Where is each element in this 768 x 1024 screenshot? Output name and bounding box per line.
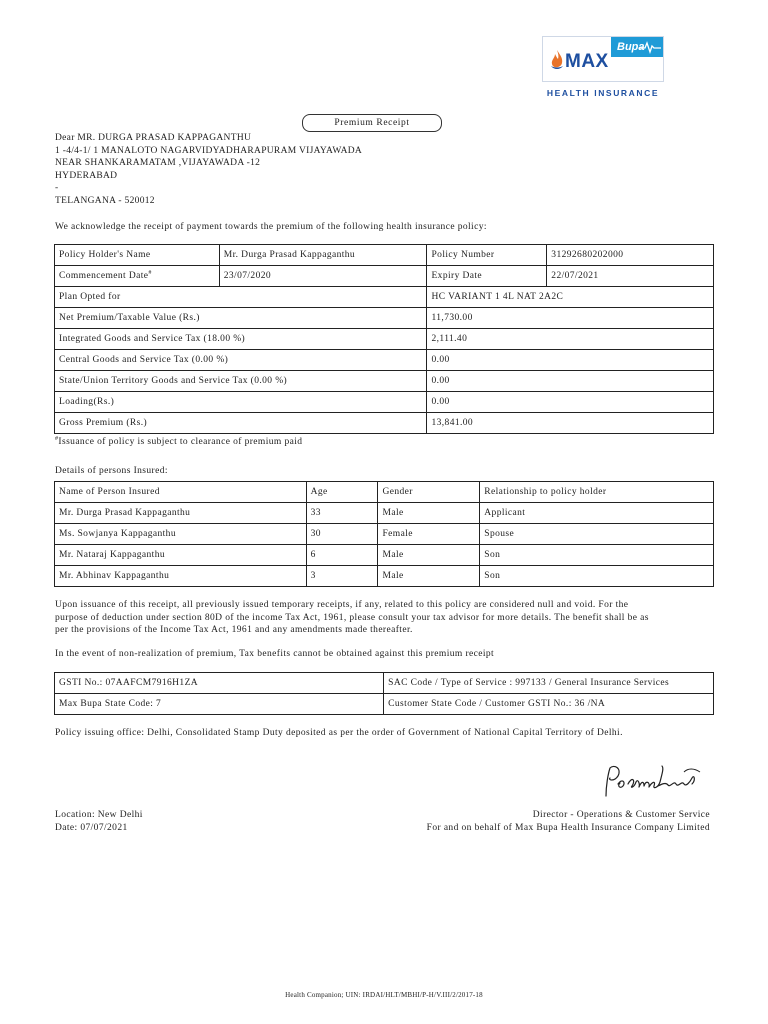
table-row — [55, 673, 714, 694]
address-line: - — [55, 183, 59, 194]
gst-table — [54, 672, 714, 715]
column-header: Age — [306, 482, 378, 503]
table-row — [55, 694, 714, 715]
receipt-title: Premium Receipt — [302, 114, 442, 132]
table-row — [55, 308, 714, 329]
logo-bupa-text: Bupa — [617, 41, 645, 53]
person-age: 30 — [306, 524, 378, 545]
table-row — [55, 503, 714, 524]
address-line: TELANGANA - 520012 — [55, 195, 155, 206]
person-name: Mr. Nataraj Kappaganthu — [55, 545, 307, 566]
row-label: State/Union Territory Goods and Service Tax (0.00 %) — [55, 371, 427, 392]
recipient-address — [55, 132, 362, 208]
non-realization-text: In the event of non-realization of premium, Tax benefits cannot be obtained against this premium receipt — [55, 649, 495, 659]
row-value: 11,730.00 — [427, 308, 714, 329]
table-header-row — [55, 482, 714, 503]
person-name: Ms. Sowjanya Kappaganthu — [55, 524, 307, 545]
persons-heading: Details of persons Insured: — [55, 466, 168, 476]
row-label: Gross Premium (Rs.) — [55, 413, 427, 434]
table-row — [55, 371, 714, 392]
row-label: Plan Opted for — [55, 287, 427, 308]
person-relationship: Son — [480, 545, 714, 566]
logo-box — [542, 36, 664, 82]
notice-line: purpose of deduction under section 80D of the income Tax Act, 1961, please consult your tax advisor for more details. The benefit shall be as — [55, 612, 649, 623]
heartbeat-icon — [639, 40, 661, 54]
notice-line: Upon issuance of this receipt, all previously issued temporary receipts, if any, related to this policy are considered null and void. For the — [55, 600, 629, 610]
policy-table — [54, 244, 714, 434]
person-name: Mr. Abhinav Kappaganthu — [55, 566, 307, 587]
table-row — [55, 245, 714, 266]
logo-bupa-badge — [611, 37, 663, 57]
person-relationship: Applicant — [480, 503, 714, 524]
person-gender: Female — [378, 524, 480, 545]
table-row — [55, 566, 714, 587]
location-text: Location: New Delhi — [55, 810, 143, 820]
person-age: 3 — [306, 566, 378, 587]
company-logo — [542, 36, 664, 102]
on-behalf-text: For and on behalf of Max Bupa Health Insurance Company Limited — [426, 823, 710, 833]
policy-number-value: 31292680202000 — [547, 245, 714, 266]
address-line: 1 -4/4-1/ 1 MANALOTO NAGARVIDYADHARAPURAM VIJAYAWADA — [55, 145, 363, 156]
expiry-date-value: 22/07/2021 — [547, 266, 714, 287]
commencement-date-label: Commencement Date# — [55, 266, 220, 287]
row-label: Integrated Goods and Service Tax (18.00 %) — [55, 329, 427, 350]
policy-holder-value: Mr. Durga Prasad Kappaganthu — [219, 245, 427, 266]
person-gender: Male — [378, 566, 480, 587]
table-row — [55, 524, 714, 545]
acknowledge-text: We acknowledge the receipt of payment towards the premium of the following health insurance policy: — [55, 222, 487, 232]
row-label: Central Goods and Service Tax (0.00 %) — [55, 350, 427, 371]
table-row — [55, 266, 714, 287]
person-age: 6 — [306, 545, 378, 566]
row-label: Net Premium/Taxable Value (Rs.) — [55, 308, 427, 329]
issuing-office-text: Policy issuing office: Delhi, Consolidated Stamp Duty deposited as per the order of Government of National Capital Territory of Delhi. — [55, 728, 623, 738]
uin-footer: Health Companion; UIN: IRDAI/HLT/MBHI/P-H/V.III/2/2017-18 — [285, 991, 483, 999]
notice-paragraph — [55, 599, 649, 637]
logo-max-text: MAX — [565, 51, 609, 72]
person-relationship: Spouse — [480, 524, 714, 545]
person-gender: Male — [378, 503, 480, 524]
date-text: Date: 07/07/2021 — [55, 823, 128, 833]
row-label: Loading(Rs.) — [55, 392, 427, 413]
person-age: 33 — [306, 503, 378, 524]
policy-number-label: Policy Number — [427, 245, 547, 266]
row-value: 0.00 — [427, 392, 714, 413]
persons-table — [54, 481, 714, 587]
person-name: Mr. Durga Prasad Kappaganthu — [55, 503, 307, 524]
row-value: 0.00 — [427, 350, 714, 371]
address-line: NEAR SHANKARAMATAM ,VIJAYAWADA -12 — [55, 158, 261, 169]
table-row — [55, 329, 714, 350]
customer-state-code: Customer State Code / Customer GSTI No.: 36 /NA — [384, 694, 714, 715]
row-value: 13,841.00 — [427, 413, 714, 434]
column-header: Gender — [378, 482, 480, 503]
sac-code: SAC Code / Type of Service : 997133 / General Insurance Services — [384, 673, 714, 694]
gstin: GSTI No.: 07AAFCM7916H1ZA — [55, 673, 384, 694]
column-header: Name of Person Insured — [55, 482, 307, 503]
table-row — [55, 350, 714, 371]
row-value: 0.00 — [427, 371, 714, 392]
notice-line: per the provisions of the Income Tax Act, 1961 and any amendments made thereafter. — [55, 625, 413, 636]
row-value: 2,111.40 — [427, 329, 714, 350]
address-line: HYDERABAD — [55, 170, 118, 181]
policy-footnote: #Issuance of policy is subject to clearance of premium paid — [55, 436, 303, 448]
table-row — [55, 392, 714, 413]
state-code: Max Bupa State Code: 7 — [55, 694, 384, 715]
row-value: HC VARIANT 1 4L NAT 2A2C — [427, 287, 714, 308]
person-gender: Male — [378, 545, 480, 566]
table-row — [55, 287, 714, 308]
signature-image — [596, 760, 708, 800]
commencement-date-value: 23/07/2020 — [219, 266, 427, 287]
person-relationship: Son — [480, 566, 714, 587]
table-row — [55, 545, 714, 566]
table-row — [55, 413, 714, 434]
flame-icon — [549, 49, 565, 71]
address-line: Dear MR. DURGA PRASAD KAPPAGANTHU — [55, 133, 252, 143]
expiry-date-label: Expiry Date — [427, 266, 547, 287]
logo-health-insurance-text: HEALTH INSURANCE — [546, 88, 660, 98]
director-title: Director - Operations & Customer Service — [532, 810, 710, 820]
column-header: Relationship to policy holder — [480, 482, 714, 503]
policy-holder-label: Policy Holder's Name — [55, 245, 220, 266]
